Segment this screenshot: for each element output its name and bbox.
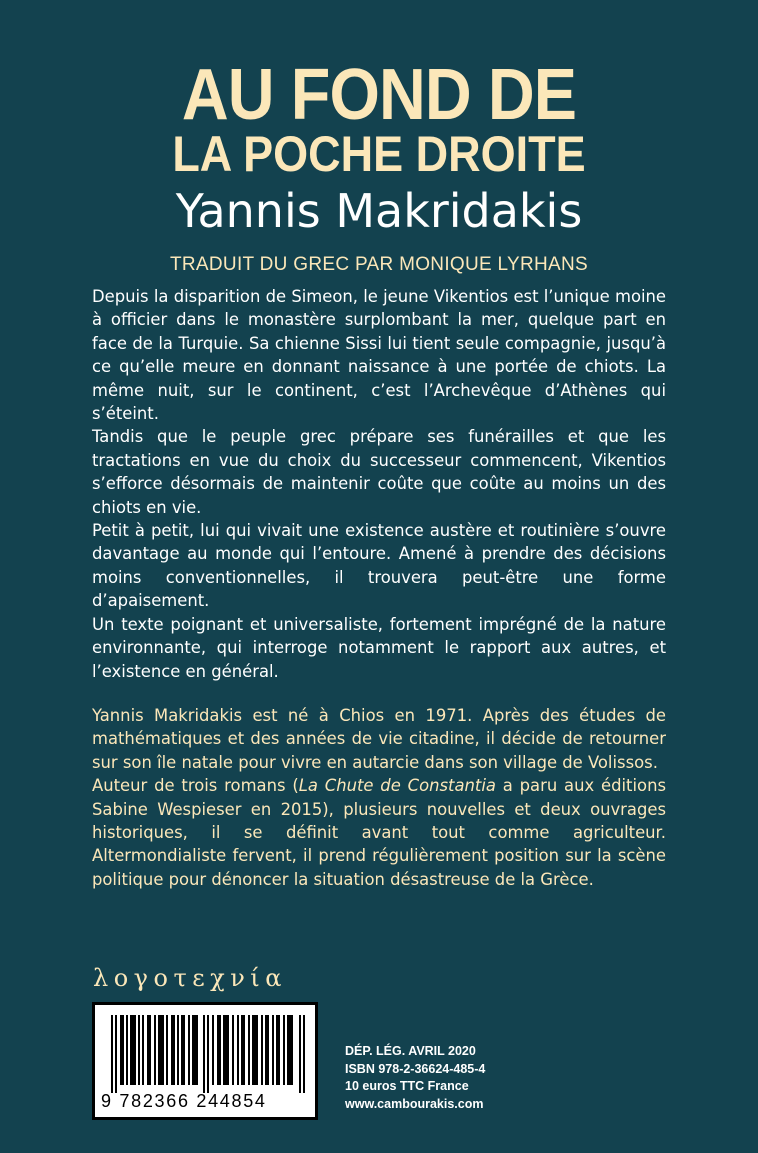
price: 10 euros TTC France: [345, 1079, 469, 1093]
publisher-collection-name: λογοτεχνία: [93, 964, 287, 992]
bio-book-title: La Chute de Constantia: [298, 776, 496, 796]
author-bio: [92, 704, 666, 891]
author-name: Yannis Makridakis: [175, 184, 583, 238]
translator-credit: TRADUIT DU GREC PAR MONIQUE LYRHANS: [170, 254, 588, 275]
barcode-bars-icon: [111, 1015, 307, 1093]
bio-text-before: Auteur de trois romans (: [92, 776, 299, 796]
summary-paragraph-1: Depuis la disparition de Simeon, le jeune Vikentios est l’unique moine à officier dans le monastère surplombant la mer, quelque part en face de la Turquie. Sa chienne Sissi lui tient seule compagnie, jusqu’à ce qu’elle meure en donnant naissance à une portée de chiots. La même nuit, sur le continent, c’est l’Archevêque d’Athènes qui s’éteint.: [92, 287, 666, 424]
summary-paragraph-3: Petit à petit, lui qui vivait une existence austère et routinière s’ouvre davantage au monde qui l’entoure. Amené à prendre des décisions moins conventionnelles, il trouvera peut-être une forme d’apaisement.: [92, 521, 666, 611]
bio-text-after: a paru aux éditions Sabine Wespieser en 2015), plusieurs nouvelles et deux ouvrages historiques, il se définit avant tout comme agriculteur. Altermondialiste fervent, il prend régulièrement position sur la scène politique pour dénoncer la situation désastreuse de la Grèce.: [92, 776, 666, 889]
book-title-line1: AU FOND DE: [181, 55, 577, 135]
book-title-line2: LA POCHE DROITE: [172, 126, 586, 182]
summary-paragraph-4: Un texte poignant et universaliste, fortement imprégné de la nature environnante, qui interroge notamment le rapport aux autres, et l’existence en général.: [92, 614, 666, 681]
legal-info: [345, 1043, 485, 1113]
bio-paragraph-1: Yannis Makridakis est né à Chios en 1971. Après des études de mathématiques et des années de vie citadine, il décide de retourner sur son île natale pour vivre en autarcie dans son village de Volissos.: [92, 706, 666, 772]
bio-paragraph-2: [92, 774, 666, 891]
publisher-website: www.cambourakis.com: [345, 1096, 484, 1111]
barcode: [92, 1002, 318, 1120]
isbn-number: ISBN 978-2-36624-485-4: [345, 1061, 486, 1076]
title-block: [0, 55, 758, 278]
barcode-digits: 9 782366 244854: [101, 1091, 267, 1111]
summary-paragraph-2: Tandis que le peuple grec prépare ses funérailles et que les tractations en vue du choix du successeur commencent, Vikentios s’efforce désormais de maintenir coûte que coûte au moins un des chiots en vie.: [92, 427, 666, 517]
book-summary: [92, 285, 666, 683]
legal-deposit: DÉP. LÉG. AVRIL 2020: [345, 1044, 476, 1058]
